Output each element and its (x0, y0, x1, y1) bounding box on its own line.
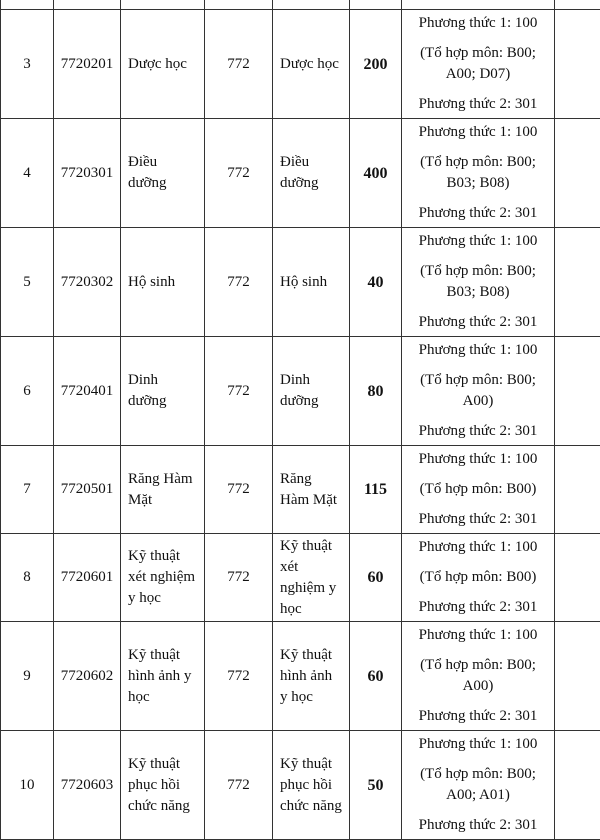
method-2: Phương thức 2: 301 (406, 815, 550, 836)
notes-cell (555, 10, 600, 119)
subject-combination: (Tổ hợp môn: B00; A00; D07) (406, 43, 550, 85)
major-code-cell: 7720602 (54, 622, 121, 731)
admission-methods-cell (402, 622, 555, 731)
notes-cell (555, 228, 600, 337)
group-code-cell: 772 (205, 731, 273, 840)
group-code-cell: 772 (205, 10, 273, 119)
group-code-cell: 772 (205, 534, 273, 622)
major-code-cell: 7720302 (54, 228, 121, 337)
admission-methods-cell (402, 534, 555, 622)
subject-combination: (Tổ hợp môn: B00; A00) (406, 370, 550, 412)
table-row (1, 534, 600, 622)
method-2: Phương thức 2: 301 (406, 509, 550, 530)
major-name-cell: Kỹ thuật xét nghiệm y học (121, 534, 205, 622)
admission-methods-cell (402, 446, 555, 534)
quota-cell: 200 (350, 10, 402, 119)
quota-cell: 50 (350, 731, 402, 840)
notes-cell (555, 337, 600, 446)
major-name-cell: Răng Hàm Mặt (121, 446, 205, 534)
admission-methods-cell (402, 731, 555, 840)
quota-cell: 115 (350, 446, 402, 534)
group-code-cell: 772 (205, 622, 273, 731)
table-row (1, 622, 600, 731)
group-name-cell: Kỹ thuật phục hồi chức năng (273, 731, 350, 840)
stt-cell: 8 (1, 534, 54, 622)
notes-cell (555, 731, 600, 840)
table-row (1, 228, 600, 337)
admission-methods-cell (402, 119, 555, 228)
quota-cell: 40 (350, 228, 402, 337)
group-name-cell: Dinh dưỡng (273, 337, 350, 446)
method-2: Phương thức 2: 301 (406, 597, 550, 618)
group-name-cell: Kỹ thuật xét nghiệm y học (273, 534, 350, 622)
quota-cell: 60 (350, 534, 402, 622)
notes-cell (555, 119, 600, 228)
stt-cell: 6 (1, 337, 54, 446)
stt-cell: 3 (1, 10, 54, 119)
table-row (1, 337, 600, 446)
major-name-cell: Kỹ thuật hình ảnh y học (121, 622, 205, 731)
major-code-cell: 7720201 (54, 10, 121, 119)
group-code-cell: 772 (205, 119, 273, 228)
admission-methods-cell (402, 228, 555, 337)
quota-cell: 80 (350, 337, 402, 446)
stt-cell: 9 (1, 622, 54, 731)
major-code-cell: 7720401 (54, 337, 121, 446)
subject-combination: (Tổ hợp môn: B00) (406, 567, 550, 588)
method-1: Phương thức 1: 100 (406, 734, 550, 755)
notes-cell (555, 622, 600, 731)
table-row (1, 10, 600, 119)
subject-combination: (Tổ hợp môn: B00; B03; B08) (406, 152, 550, 194)
group-code-cell: 772 (205, 337, 273, 446)
table-row (1, 731, 600, 840)
notes-cell (555, 534, 600, 622)
major-name-cell: Dược học (121, 10, 205, 119)
table-row (1, 119, 600, 228)
stt-cell: 5 (1, 228, 54, 337)
method-2: Phương thức 2: 301 (406, 312, 550, 333)
subject-combination: (Tổ hợp môn: B00; A00; A01) (406, 764, 550, 806)
quota-cell: 400 (350, 119, 402, 228)
method-1: Phương thức 1: 100 (406, 625, 550, 646)
table-row (1, 446, 600, 534)
major-code-cell: 7720501 (54, 446, 121, 534)
major-code-cell: 7720301 (54, 119, 121, 228)
group-name-cell: Điều dưỡng (273, 119, 350, 228)
group-name-cell: Hộ sinh (273, 228, 350, 337)
group-name-cell: Dược học (273, 10, 350, 119)
notes-cell (555, 446, 600, 534)
method-1: Phương thức 1: 100 (406, 231, 550, 252)
subject-combination: (Tổ hợp môn: B00; B03; B08) (406, 261, 550, 303)
major-name-cell: Dinh dưỡng (121, 337, 205, 446)
subject-combination: (Tổ hợp môn: B00) (406, 479, 550, 500)
method-2: Phương thức 2: 301 (406, 203, 550, 224)
method-2: Phương thức 2: 301 (406, 94, 550, 115)
table-row-partial (1, 0, 600, 10)
group-name-cell: Răng Hàm Mặt (273, 446, 350, 534)
quota-cell: 60 (350, 622, 402, 731)
method-2: Phương thức 2: 301 (406, 421, 550, 442)
subject-combination: (Tổ hợp môn: B00; A00) (406, 655, 550, 697)
major-name-cell: Hộ sinh (121, 228, 205, 337)
admission-methods-cell (402, 10, 555, 119)
major-code-cell: 7720601 (54, 534, 121, 622)
major-name-cell: Kỹ thuật phục hồi chức năng (121, 731, 205, 840)
admission-methods-cell (402, 337, 555, 446)
major-name-cell: Điều dưỡng (121, 119, 205, 228)
method-1: Phương thức 1: 100 (406, 122, 550, 143)
stt-cell: 4 (1, 119, 54, 228)
group-code-cell: 772 (205, 446, 273, 534)
major-code-cell: 7720603 (54, 731, 121, 840)
group-name-cell: Kỹ thuật hình ảnh y học (273, 622, 350, 731)
stt-cell: 7 (1, 446, 54, 534)
method-1: Phương thức 1: 100 (406, 537, 550, 558)
group-code-cell: 772 (205, 228, 273, 337)
method-1: Phương thức 1: 100 (406, 13, 550, 34)
stt-cell: 10 (1, 731, 54, 840)
method-1: Phương thức 1: 100 (406, 449, 550, 470)
method-2: Phương thức 2: 301 (406, 706, 550, 727)
method-1: Phương thức 1: 100 (406, 340, 550, 361)
